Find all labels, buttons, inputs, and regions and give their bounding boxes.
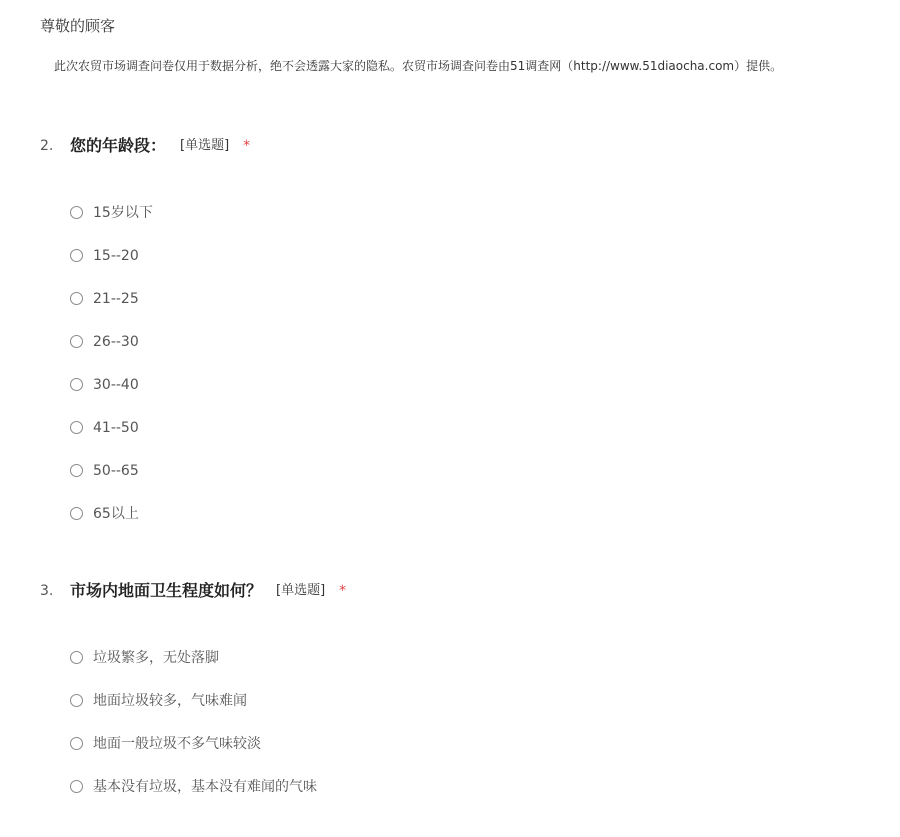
required-mark: * <box>339 583 347 599</box>
option-hygiene-2[interactable] <box>70 735 880 778</box>
option-label[interactable]: 50--65 <box>93 463 139 479</box>
option-age-4[interactable] <box>70 376 880 419</box>
radio-button[interactable] <box>70 421 83 434</box>
radio-button[interactable] <box>70 378 83 391</box>
option-age-7[interactable] <box>70 505 880 548</box>
radio-button[interactable] <box>70 335 83 348</box>
option-label[interactable]: 41--50 <box>93 420 139 436</box>
radio-button[interactable] <box>70 249 83 262</box>
question-floor-hygiene <box>40 579 880 837</box>
question-title: 您的年龄段： <box>70 136 167 155</box>
option-label[interactable]: 21--25 <box>93 291 139 307</box>
option-hygiene-1[interactable] <box>70 692 880 735</box>
option-age-2[interactable] <box>70 290 880 333</box>
radio-button[interactable] <box>70 737 83 750</box>
radio-button[interactable] <box>70 507 83 520</box>
option-label[interactable]: 地面垃圾较多，气味难闻 <box>93 693 247 709</box>
option-label[interactable]: 15--20 <box>93 248 139 264</box>
radio-button[interactable] <box>70 464 83 477</box>
options-list <box>70 204 880 548</box>
option-label[interactable]: 垃圾繁多，无处落脚 <box>93 650 219 666</box>
options-list <box>70 649 880 821</box>
option-label[interactable]: 15岁以下 <box>93 205 153 221</box>
question-number: 2. <box>40 138 54 154</box>
option-label[interactable]: 地面一般垃圾不多气味较淡 <box>93 736 261 752</box>
required-mark: * <box>243 138 251 154</box>
radio-button[interactable] <box>70 651 83 664</box>
question-age <box>40 134 880 564</box>
option-hygiene-0[interactable] <box>70 649 880 692</box>
radio-button[interactable] <box>70 206 83 219</box>
option-label[interactable]: 30--40 <box>93 377 139 393</box>
option-age-3[interactable] <box>70 333 880 376</box>
radio-button[interactable] <box>70 780 83 793</box>
question-type-label: [单选题] <box>276 583 326 598</box>
option-age-0[interactable] <box>70 204 880 247</box>
question-title: 市场内地面卫生程度如何？ <box>70 581 263 600</box>
option-age-5[interactable] <box>70 419 880 462</box>
question-type-label: [单选题] <box>180 138 230 153</box>
question-header <box>40 579 880 603</box>
greeting: 尊敬的顾客 <box>40 17 116 35</box>
intro-text: 此次农贸市场调查问卷仅用于数据分析，绝不会透露大家的隐私。农贸市场调查问卷由51调查网（http://www.51diaocha.com）提供。 <box>54 59 783 73</box>
option-label[interactable]: 26--30 <box>93 334 139 350</box>
option-age-6[interactable] <box>70 462 880 505</box>
radio-button[interactable] <box>70 694 83 707</box>
question-header <box>40 134 880 158</box>
radio-button[interactable] <box>70 292 83 305</box>
question-number: 3. <box>40 583 54 599</box>
option-label[interactable]: 基本没有垃圾，基本没有难闻的气味 <box>93 779 317 795</box>
option-age-1[interactable] <box>70 247 880 290</box>
option-label[interactable]: 65以上 <box>93 506 139 522</box>
